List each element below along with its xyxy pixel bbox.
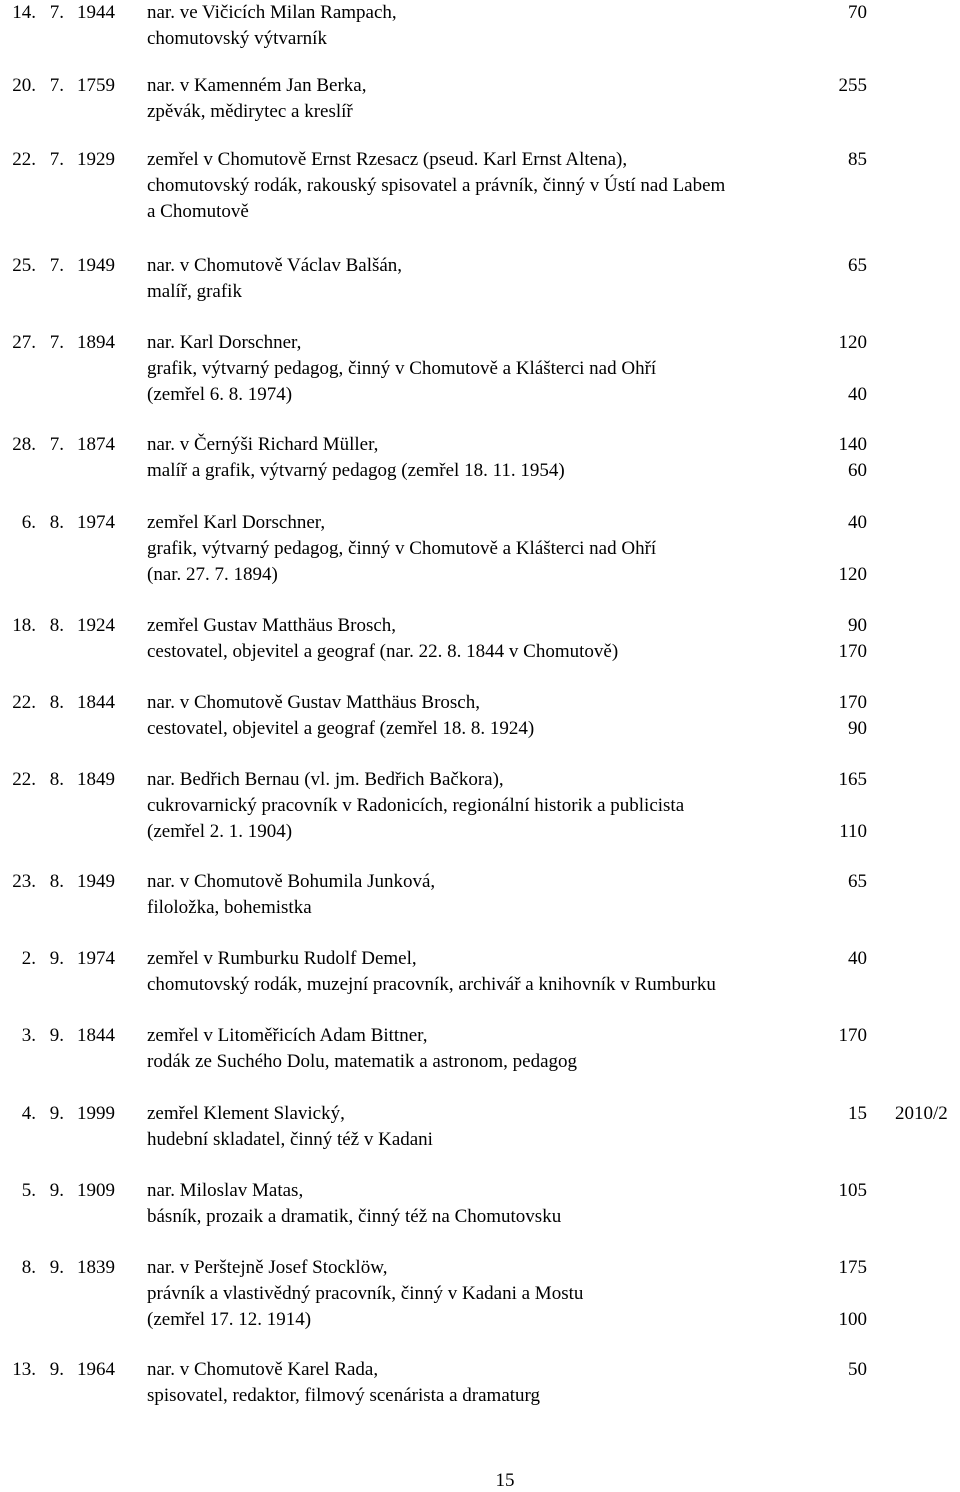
entry-headline	[0, 1178, 960, 1204]
entry-headline	[0, 690, 960, 716]
entry-text: básník, prozaik a dramatik, činný též na Chomutovsku	[147, 1206, 562, 1227]
entry-detail-line	[0, 895, 960, 921]
entry-number: 50	[848, 1359, 867, 1380]
entry-detail-line	[0, 716, 960, 742]
entry-number: 100	[838, 1309, 867, 1330]
entry-month: 9.	[49, 1025, 64, 1046]
entry-month: 8.	[49, 615, 64, 636]
entry	[0, 73, 960, 125]
entry-headline	[0, 946, 960, 972]
entry	[0, 0, 960, 52]
entry	[0, 147, 960, 225]
entry-text: zemřel Klement Slavický,	[147, 1103, 345, 1124]
entry-text: grafik, výtvarný pedagog, činný v Chomutově a Klášterci nad Ohří	[147, 358, 657, 379]
entry-headline	[0, 1357, 960, 1383]
entry-year: 1929	[77, 149, 115, 170]
entry-detail-line	[0, 1127, 960, 1153]
entry-day: 3.	[21, 1025, 36, 1046]
entry	[0, 613, 960, 665]
entry-text: (zemřel 17. 12. 1914)	[147, 1309, 312, 1330]
entry-number: 140	[838, 434, 867, 455]
entry-text: nar. Karl Dorschner,	[147, 332, 302, 353]
entry-day: 20.	[12, 75, 36, 96]
entry-day: 28.	[12, 434, 36, 455]
entry-text: rodák ze Suchého Dolu, matematik a astronom, pedagog	[147, 1051, 578, 1072]
entry-month: 9.	[49, 1103, 64, 1124]
entry-headline	[0, 147, 960, 173]
entry-month: 7.	[49, 332, 64, 353]
entry-year: 1949	[77, 871, 115, 892]
entry-detail-line	[0, 458, 960, 484]
entry-detail-line	[0, 1383, 960, 1409]
entry-text: hudební skladatel, činný též v Kadani	[147, 1129, 433, 1150]
entry-number: 120	[838, 332, 867, 353]
entry-text: nar. v Černýši Richard Müller,	[147, 434, 379, 455]
entry	[0, 1357, 960, 1409]
entry-text: nar. v Chomutově Karel Rada,	[147, 1359, 379, 1380]
entry	[0, 253, 960, 305]
entry-year: 1844	[77, 692, 115, 713]
entry-year: 1944	[77, 2, 115, 23]
entry-number: 120	[838, 564, 867, 585]
entry-side-note: 2010/2	[895, 1103, 948, 1124]
entry-detail-line	[0, 1281, 960, 1307]
entry-number: 40	[848, 512, 867, 533]
entry-detail-line	[0, 793, 960, 819]
entry-detail-line	[0, 536, 960, 562]
entry-headline	[0, 613, 960, 639]
entry-day: 22.	[12, 149, 36, 170]
entry-month: 7.	[49, 75, 64, 96]
entry	[0, 330, 960, 408]
entry-month: 8.	[49, 871, 64, 892]
entry-text: zpěvák, mědirytec a kreslíř	[147, 101, 353, 122]
entry-year: 1999	[77, 1103, 115, 1124]
entry-text: zemřel Gustav Matthäus Brosch,	[147, 615, 397, 636]
entry-day: 14.	[12, 2, 36, 23]
entry-year: 1909	[77, 1180, 115, 1201]
entry-detail-line	[0, 99, 960, 125]
entry-text: nar. v Chomutově Gustav Matthäus Brosch,	[147, 692, 480, 713]
entry-year: 1839	[77, 1257, 115, 1278]
entry-text: filoložka, bohemistka	[147, 897, 312, 918]
entry-month: 9.	[49, 948, 64, 969]
entry-text: (zemřel 6. 8. 1974)	[147, 384, 293, 405]
entry-year: 1974	[77, 948, 115, 969]
entry-day: 22.	[12, 692, 36, 713]
entry	[0, 510, 960, 588]
entry-text: chomutovský rodák, rakouský spisovatel a právník, činný v Ústí nad Labem	[147, 175, 726, 196]
entry-year: 1874	[77, 434, 115, 455]
entry-month: 7.	[49, 149, 64, 170]
entry-text: zemřel v Chomutově Ernst Rzesacz (pseud. Karl Ernst Altena),	[147, 149, 628, 170]
entry	[0, 690, 960, 742]
entry-day: 2.	[21, 948, 36, 969]
entry	[0, 1255, 960, 1333]
entry	[0, 432, 960, 484]
entry-headline	[0, 869, 960, 895]
entry-detail-line	[0, 382, 960, 408]
entry-day: 4.	[21, 1103, 36, 1124]
entry-detail-line	[0, 356, 960, 382]
entry-detail-line	[0, 1204, 960, 1230]
entry-month: 7.	[49, 434, 64, 455]
entry-day: 25.	[12, 255, 36, 276]
entry-text: (nar. 27. 7. 1894)	[147, 564, 278, 585]
entry-detail-line	[0, 173, 960, 199]
entry-text: grafik, výtvarný pedagog, činný v Chomutově a Klášterci nad Ohří	[147, 538, 657, 559]
entry-text: cestovatel, objevitel a geograf (nar. 22. 8. 1844 v Chomutově)	[147, 641, 619, 662]
entry-detail-line	[0, 819, 960, 845]
entry-text: zemřel Karl Dorschner,	[147, 512, 326, 533]
entry-year: 1759	[77, 75, 115, 96]
entry-detail-line	[0, 972, 960, 998]
entry-text: spisovatel, redaktor, filmový scenárista a dramaturg	[147, 1385, 541, 1406]
entry-detail-line	[0, 1049, 960, 1075]
entry-month: 9.	[49, 1257, 64, 1278]
entry-number: 170	[838, 641, 867, 662]
entry-number: 40	[848, 384, 867, 405]
entry-day: 23.	[12, 871, 36, 892]
entry-number: 65	[848, 871, 867, 892]
entry-headline	[0, 253, 960, 279]
entry-number: 170	[838, 1025, 867, 1046]
entry-text: cestovatel, objevitel a geograf (zemřel 18. 8. 1924)	[147, 718, 535, 739]
entry-headline	[0, 73, 960, 99]
entry-headline	[0, 1255, 960, 1281]
entry-headline	[0, 510, 960, 536]
entry-text: nar. Bedřich Bernau (vl. jm. Bedřich Bačkora),	[147, 769, 504, 790]
entry-month: 9.	[49, 1180, 64, 1201]
entry-day: 8.	[21, 1257, 36, 1278]
entry	[0, 1023, 960, 1075]
entry-year: 1894	[77, 332, 115, 353]
entry-text: nar. v Kamenném Jan Berka,	[147, 75, 367, 96]
entry-month: 7.	[49, 255, 64, 276]
entry-number: 85	[848, 149, 867, 170]
entry	[0, 1101, 960, 1153]
entry-detail-line	[0, 26, 960, 52]
entry-year: 1949	[77, 255, 115, 276]
entry-text: chomutovský rodák, muzejní pracovník, archivář a knihovník v Rumburku	[147, 974, 716, 995]
entry-text: chomutovský výtvarník	[147, 28, 327, 49]
entry-text: nar. v Chomutově Václav Balšán,	[147, 255, 403, 276]
entry-day: 18.	[12, 615, 36, 636]
entry-day: 27.	[12, 332, 36, 353]
entry-year: 1849	[77, 769, 115, 790]
entry-year: 1964	[77, 1359, 115, 1380]
entry-text: nar. v Perštejně Josef Stocklöw,	[147, 1257, 388, 1278]
entry-number: 15	[848, 1103, 867, 1124]
entry-month: 9.	[49, 1359, 64, 1380]
entry-text: malíř, grafik	[147, 281, 242, 302]
entry-number: 110	[839, 821, 867, 842]
entry-text: cukrovarnický pracovník v Radonicích, regionální historik a publicista	[147, 795, 685, 816]
entry	[0, 767, 960, 845]
entry-number: 105	[838, 1180, 867, 1201]
entry-month: 7.	[49, 2, 64, 23]
entry-number: 175	[838, 1257, 867, 1278]
entry-headline	[0, 0, 960, 26]
entry-text: malíř a grafik, výtvarný pedagog (zemřel 18. 11. 1954)	[147, 460, 565, 481]
entry-text: a Chomutově	[147, 201, 249, 222]
entry-number: 70	[848, 2, 867, 23]
entry-detail-line	[0, 279, 960, 305]
entry-month: 8.	[49, 769, 64, 790]
entry-number: 90	[848, 718, 867, 739]
entry-text: nar. Miloslav Matas,	[147, 1180, 304, 1201]
entry-headline	[0, 330, 960, 356]
entry-year: 1844	[77, 1025, 115, 1046]
entry-headline	[0, 1101, 960, 1127]
entry-day: 6.	[21, 512, 36, 533]
entry-detail-line	[0, 639, 960, 665]
entry-day: 5.	[21, 1180, 36, 1201]
entry-year: 1974	[77, 512, 115, 533]
entry-month: 8.	[49, 512, 64, 533]
entry-text: zemřel v Rumburku Rudolf Demel,	[147, 948, 417, 969]
entry-number: 170	[838, 692, 867, 713]
entry-headline	[0, 767, 960, 793]
entry-detail-line	[0, 199, 960, 225]
entry-text: (zemřel 2. 1. 1904)	[147, 821, 293, 842]
entry-day: 13.	[12, 1359, 36, 1380]
entry	[0, 869, 960, 921]
entry-year: 1924	[77, 615, 115, 636]
entry-number: 40	[848, 948, 867, 969]
entry-text: právník a vlastivědný pracovník, činný v Kadani a Mostu	[147, 1283, 584, 1304]
entry	[0, 946, 960, 998]
entry-detail-line	[0, 1307, 960, 1333]
entry-month: 8.	[49, 692, 64, 713]
entry-headline	[0, 1023, 960, 1049]
page-number: 15	[495, 1470, 515, 1491]
entry-day: 22.	[12, 769, 36, 790]
entry-text: nar. ve Vičicích Milan Rampach,	[147, 2, 397, 23]
entry-number: 60	[848, 460, 867, 481]
entry-text: zemřel v Litoměřicích Adam Bittner,	[147, 1025, 428, 1046]
entry-number: 165	[838, 769, 867, 790]
entry	[0, 1178, 960, 1230]
entry-text: nar. v Chomutově Bohumila Junková,	[147, 871, 436, 892]
entry-number: 65	[848, 255, 867, 276]
entry-detail-line	[0, 562, 960, 588]
entry-number: 90	[848, 615, 867, 636]
entry-number: 255	[838, 75, 867, 96]
entry-headline	[0, 432, 960, 458]
